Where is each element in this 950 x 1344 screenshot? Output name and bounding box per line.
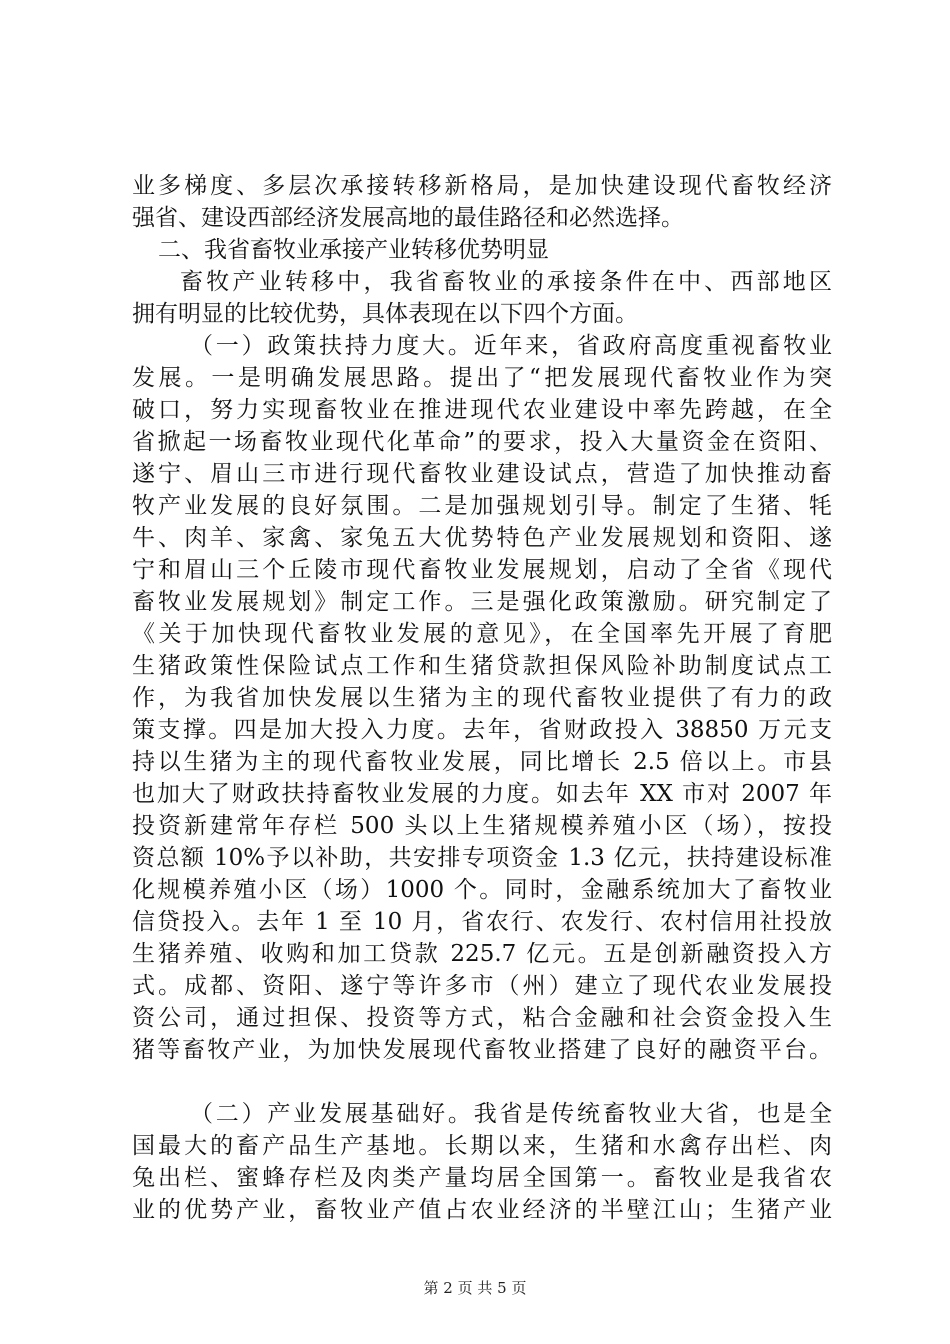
text-line: 也加大了财政扶持畜牧业发展的力度。如去年 XX 市对 2007 年 [132, 781, 832, 807]
text-line: 投资新建常年存栏 500 头以上生猪规模养殖小区（场），按投 [132, 813, 832, 839]
text-line: 持以生猪为主的现代畜牧业发展，同比增长 2.5 倍以上。市县 [132, 749, 832, 775]
text-line: 式。成都、资阳、遂宁等许多市（州）建立了现代农业发展投 [132, 973, 832, 999]
text-line: 生猪养殖、收购和加工贷款 225.7 亿元。五是创新融资投入方 [132, 941, 832, 967]
text-line: 生猪政策性保险试点工作和生猪贷款担保风险补助制度试点工 [132, 653, 832, 679]
text-line: 策支撑。四是加大投入力度。去年，省财政投入 38850 万元支 [132, 717, 832, 743]
text-line: （一）政策扶持力度大。近年来，省政府高度重视畜牧业 [190, 333, 832, 359]
paragraph-intro-tail [132, 170, 832, 234]
heading-line: 二、我省畜牧业承接产业转移优势明显 [158, 237, 549, 263]
text-line: 牧产业发展的良好氛围。二是加强规划引导。制定了生猪、牦 [132, 493, 832, 519]
text-line: 作，为我省加快发展以生猪为主的现代畜牧业提供了有力的政 [132, 685, 832, 711]
paragraph-overview [132, 266, 832, 330]
text-line: （二）产业发展基础好。我省是传统畜牧业大省，也是全 [190, 1101, 832, 1127]
page-footer [0, 1278, 950, 1298]
text-line: 资公司，通过担保、投资等方式，粘合金融和社会资金投入生 [132, 1005, 832, 1031]
text-line: 猪等畜牧产业，为加快发展现代畜牧业搭建了良好的融资平台。 [132, 1037, 832, 1063]
paragraph-industry-foundation [132, 1098, 832, 1226]
text-line: 兔出栏、蜜蜂存栏及肉类产量均居全国第一。畜牧业是我省农 [132, 1165, 832, 1191]
text-line: 畜牧业发展规划》制定工作。三是强化政策激励。研究制定了 [132, 589, 832, 615]
text-line: 强省、建设西部经济发展高地的最佳路径和必然选择。 [132, 205, 684, 231]
text-line: 破口，努力实现畜牧业在推进现代农业建设中率先跨越，在全 [132, 397, 832, 423]
text-line: 业的优势产业，畜牧业产值占农业经济的半壁江山；生猪产业 [132, 1197, 832, 1223]
text-line: 拥有明显的比较优势，具体表现在以下四个方面。 [132, 301, 638, 327]
text-line: 资总额 10%予以补助，共安排专项资金 1.3 亿元，扶持建设标准 [132, 845, 832, 871]
paragraph-policy-support [132, 330, 832, 1066]
text-line: 《关于加快现代畜牧业发展的意见》，在全国率先开展了育肥 [132, 621, 832, 647]
text-line: 发展。一是明确发展思路。提出了“把发展现代畜牧业作为突 [132, 365, 832, 391]
page-number: 第 2 页 共 5 页 [423, 1279, 527, 1297]
text-line: 信贷投入。去年 1 至 10 月，省农行、农发行、农村信用社投放 [132, 909, 832, 935]
text-line: 牛、肉羊、家禽、家兔五大优势特色产业发展规划和资阳、遂 [132, 525, 832, 551]
text-line: 遂宁、眉山三市进行现代畜牧业建设试点，营造了加快推动畜 [132, 461, 832, 487]
text-line: 省掀起一场畜牧业现代化革命”的要求，投入大量资金在资阳、 [132, 429, 832, 455]
document-body [132, 170, 832, 1226]
section-heading [132, 234, 832, 266]
text-line: 业多梯度、多层次承接转移新格局，是加快建设现代畜牧经济 [132, 173, 832, 199]
text-line: 国最大的畜产品生产基地。长期以来，生猪和水禽存出栏、肉 [132, 1133, 832, 1159]
text-line: 畜牧产业转移中，我省畜牧业的承接条件在中、西部地区 [180, 269, 832, 295]
paragraph-spacer [132, 1066, 832, 1098]
text-line: 化规模养殖小区（场）1000 个。同时，金融系统加大了畜牧业 [132, 877, 832, 903]
text-line: 宁和眉山三个丘陵市现代畜牧业发展规划，启动了全省《现代 [132, 557, 832, 583]
